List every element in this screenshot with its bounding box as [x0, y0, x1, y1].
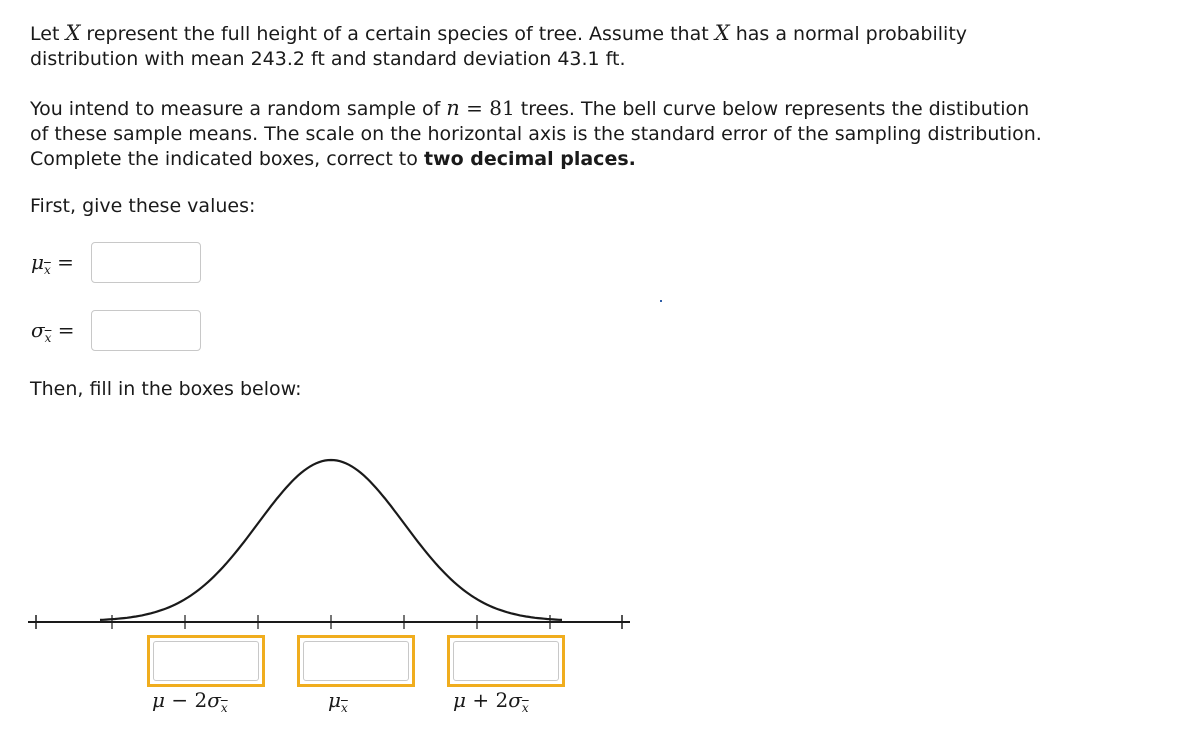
bell-curve	[100, 460, 562, 620]
left-op: − 2	[165, 688, 208, 712]
center-sub: x	[341, 701, 348, 715]
box-mu-minus-2sigma[interactable]	[147, 635, 265, 687]
p1-text-line2: distribution with mean 243.2 ft and standard deviation 43.1 ft.	[30, 48, 626, 70]
first-instruction: First, give these values:	[30, 195, 256, 217]
sigma-xbar-label	[31, 318, 75, 345]
left-sigma: σ	[207, 688, 221, 712]
sigma-symbol: σ	[31, 318, 45, 342]
box-mu-center[interactable]	[297, 635, 415, 687]
mu-subscript: x	[44, 263, 51, 277]
mu-symbol: μ	[31, 250, 44, 274]
sample-size: = 81	[459, 96, 515, 120]
p2-text-line2: of these sample means. The scale on the horizontal axis is the standard error of the sampling distribution.	[30, 123, 1042, 145]
label-mu-center	[328, 688, 348, 715]
right-sigma: σ	[508, 688, 522, 712]
stray-dot	[660, 300, 662, 302]
problem-paragraph-2	[30, 96, 1042, 172]
mu-equals: =	[57, 250, 74, 274]
p1-text-a: Let	[30, 23, 66, 45]
sigma-xbar-input[interactable]	[91, 310, 201, 351]
p1-text-b: represent the full height of a certain species of tree. Assume that	[80, 23, 715, 45]
var-x-2: X	[714, 21, 730, 45]
p2-text-a: You intend to measure a random sample of	[30, 98, 447, 120]
right-sub: x	[521, 701, 529, 715]
mu-xbar-label	[31, 250, 74, 277]
p1-text-c: has a normal probability	[729, 23, 968, 45]
sigma-subscript: x	[44, 331, 52, 345]
decimal-instruction: two decimal places.	[423, 148, 636, 170]
right-op: + 2	[466, 688, 509, 712]
then-instruction: Then, fill in the boxes below:	[30, 378, 302, 400]
mu-xbar-input[interactable]	[91, 242, 201, 283]
left-sub: x	[220, 701, 228, 715]
var-n: n	[446, 96, 460, 120]
axis-group	[28, 615, 630, 629]
var-x: X	[65, 21, 81, 45]
right-mu: μ	[453, 688, 466, 712]
sigma-equals: =	[57, 318, 75, 342]
problem-paragraph-1	[30, 21, 967, 72]
left-mu: μ	[152, 688, 165, 712]
p2-text-line3: Complete the indicated boxes, correct to	[30, 148, 424, 170]
box-mu-plus-2sigma[interactable]	[447, 635, 565, 687]
axis-ticks	[112, 615, 550, 629]
center-mu: μ	[328, 688, 341, 712]
label-mu-plus-2sigma	[453, 688, 529, 715]
label-mu-minus-2sigma	[152, 688, 228, 715]
p2-text-b: trees. The bell curve below represents the distibution	[514, 98, 1030, 120]
